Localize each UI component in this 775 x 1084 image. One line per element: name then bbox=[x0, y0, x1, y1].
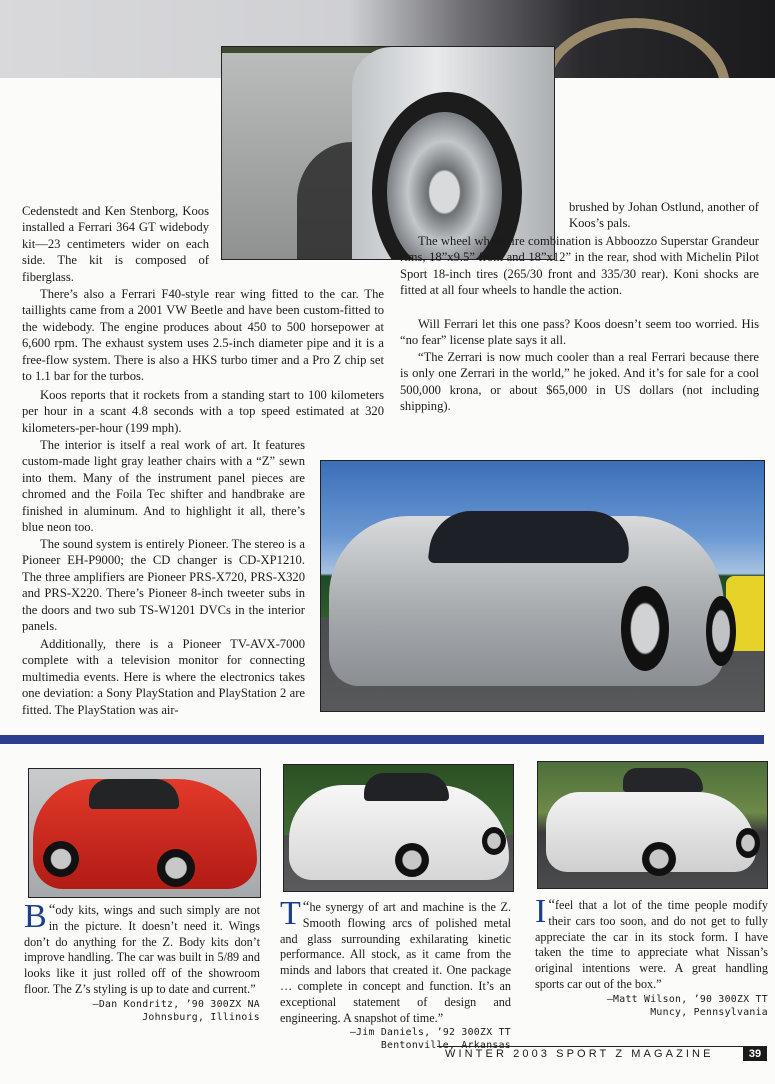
silver-zerrari-photo bbox=[320, 460, 765, 712]
reader-quote-kondritz bbox=[24, 898, 260, 1024]
reader-quote-daniels bbox=[280, 895, 511, 1052]
article-paragraph-tv: Additionally, there is a Pioneer TV-AVX-7000 complete with a television monitor for connecting multimedia events. Here is where the electronics takes one deviation: a Sony PlayStation and PlayStation 2 are fitted. The PlayStation was air- bbox=[22, 637, 305, 717]
quote-signature: —Dan Kondritz, ’90 300ZX NA bbox=[92, 998, 260, 1010]
wheel-closeup-photo bbox=[221, 46, 555, 260]
open-quote-mark: “ bbox=[548, 897, 555, 913]
article-paragraph-wheels: The wheel wheel/tire combination is Abboozzo Superstar Grandeur rims, 18”x9.5” front and 18”x12” in the rear, shod with Michelin Pilot Sport 18-inch tires (265/30 front and 335/30 rear). Koni shocks are fitted at all four wheels to handle the action. bbox=[400, 234, 759, 298]
article-paragraph-speed: Koos reports that it rockets from a standing start to 100 kilometers per hour in a scant 4.8 seconds with a top speed estimated at 320 kilometers-per-hour (199 mph). bbox=[22, 388, 384, 435]
page-number: 39 bbox=[743, 1047, 767, 1061]
section-divider bbox=[0, 735, 764, 744]
quote-text: ody kits, wings and such simply are not in the picture. It doesn’t need it. Wings don’t do anything for the Z. Body kits don’t improve handling. The car was built in 5/89 and looks like it just rolled off of the showroom floor. The Z’s styling is up to date and current.” bbox=[24, 903, 260, 996]
article-paragraph-sound: The sound system is entirely Pioneer. The stereo is a Pioneer EH-P9000; the CD changer is CD-XP1210. The three amplifiers are Pioneer PRS-X720, PRS-X320 and PRS-X220. There’s Pioneer 8-inch tweeter subs in the doors and two sub TS-W1201 DVCs in the interior panels. bbox=[22, 537, 305, 634]
article-paragraph-zerrari: “The Zerrari is now much cooler than a real Ferrari because there is only one Zerrari in the world,” he joked. And it’s for sale for a cool 500,000 krona, or about $65,000 in US dollars (not including shipping). bbox=[400, 350, 759, 414]
footer-magazine-issue: WINTER 2003 SPORT Z MAGAZINE bbox=[445, 1048, 714, 1060]
quote-signature: —Jim Daniels, ’92 300ZX TT bbox=[349, 1027, 511, 1039]
article-paragraph-intro: Cedenstedt and Ken Stenborg, Koos installed a Ferrari 364 GT widebody kit—23 centimeters wider on each side. The kit is composed of fiberglass. bbox=[22, 204, 209, 284]
drop-cap: I bbox=[535, 893, 547, 930]
quote-location: Johnsburg, Illinois bbox=[142, 1011, 260, 1023]
open-quote-mark: “ bbox=[48, 902, 56, 918]
page-footer bbox=[437, 1046, 767, 1061]
article-paragraph-interior-lead: The interior is itself a real work of art. It features custom-made light gray leather chairs with a “Z” sewn into them. Many of the instrument panel pieces are chromed and the Foila Tec shifter and handbrake are finished in aluminum. And to highlight it all, there’s blue neon too. bbox=[22, 438, 305, 535]
red-300zx-photo bbox=[28, 768, 261, 898]
quote-location: Muncy, Pennsylvania bbox=[650, 1006, 768, 1018]
drop-cap: B bbox=[24, 898, 47, 935]
white-300zx-photo bbox=[283, 764, 514, 892]
open-quote-mark: “ bbox=[302, 899, 310, 915]
quote-text: feel that a lot of the time people modify their cars too soon, and do not get to fully appreciate the car in its stock form. I have taken the time to appreciate what Nissan’s original intentions were. A great handling sports car out of the box.” bbox=[535, 898, 768, 991]
article-paragraph-wing: There’s also a Ferrari F40-style rear wing fitted to the car. The taillights came from a 2001 VW Beetle and have been custom-fitted to the widebody. The engine produces about 450 to 500 horsepower at 6,600 rpm. The exhaust system uses 2.5-inch diameter pipe and it is a free-flow system. There is also a HKS turbo timer and a Pro Z chip set to 1.1 bar for the turbos. bbox=[22, 287, 384, 384]
article-paragraph-ferrari: Will Ferrari let this one pass? Koos doesn’t seem too worried. His “no fear” license plate says it all. bbox=[400, 317, 759, 348]
quote-location: Bentonville, Arkansas bbox=[380, 1040, 511, 1052]
drop-cap: T bbox=[280, 895, 301, 932]
quote-text: he synergy of art and machine is the Z. Smooth flowing arcs of polished metal and glass surrounding exhilarating kinetic performance. All stock, as it came from the minds and labors that created it. One package … complete in concept and function. It’s an exceptional statement of design and engineering. A snapshot of time.” bbox=[280, 900, 511, 1025]
quote-signature: —Matt Wilson, ’90 300ZX TT bbox=[606, 993, 768, 1005]
reader-quote-wilson bbox=[535, 893, 768, 1019]
white-300zx-rear-photo bbox=[537, 761, 768, 889]
article-paragraph-brushed: brushed by Johan Ostlund, another of Koos’s pals. bbox=[569, 200, 759, 231]
